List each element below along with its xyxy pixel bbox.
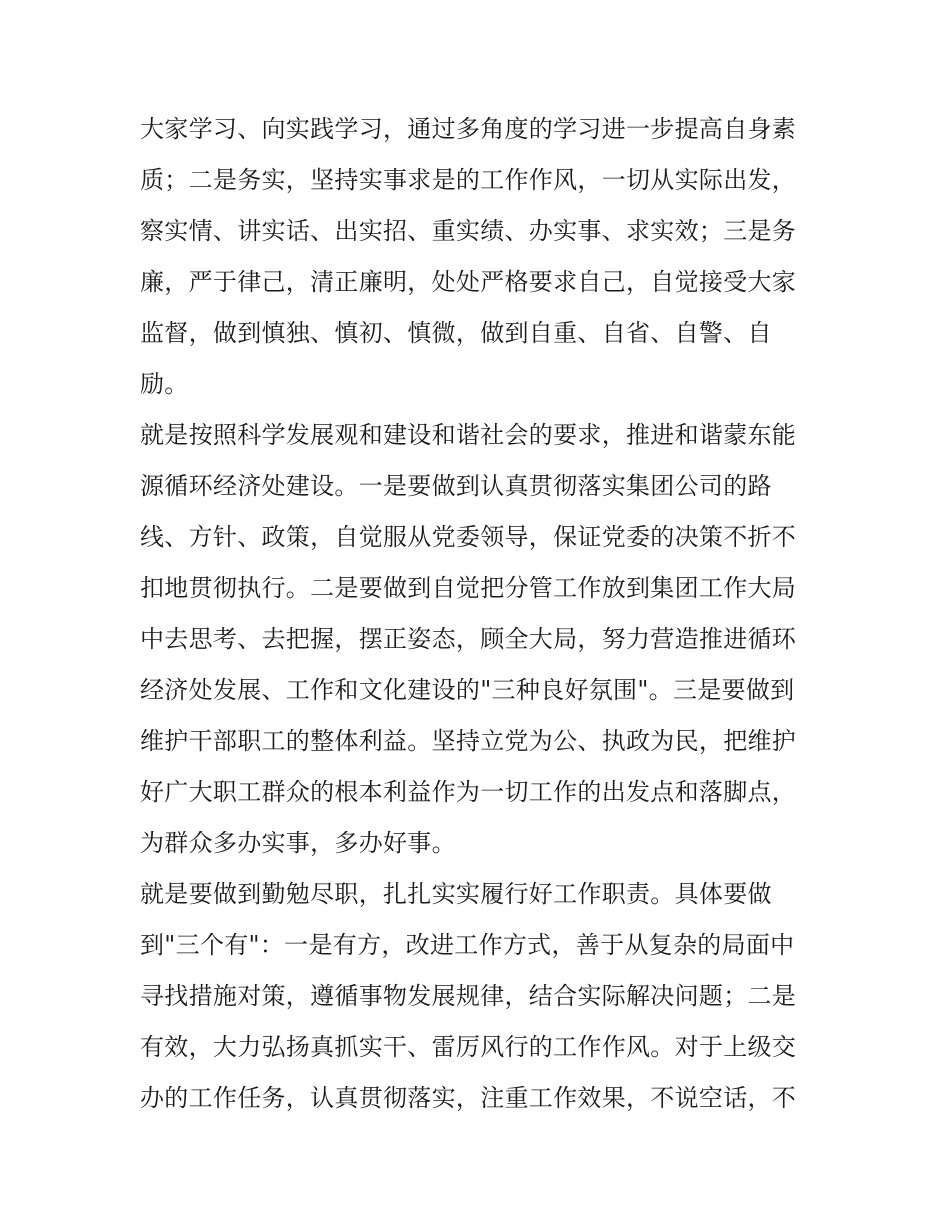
text-line: 维护干部职工的整体利益。坚持立党为公、执政为民，把维护 (140, 727, 797, 755)
text-line: 有效，大力弘扬真抓实干、雷厉风行的工作作风。对于上级交 (140, 1033, 797, 1061)
text-line: 扣地贯彻执行。二是要做到自觉把分管工作放到集团工作大局 (140, 574, 797, 602)
text-line: 线、方针、政策，自觉服从党委领导，保证党委的决策不折不 (140, 523, 797, 551)
text-line: 廉，严于律己，清正廉明，处处严格要求自己，自觉接受大家 (140, 268, 797, 296)
text-line: 监督，做到慎独、慎初、慎微，做到自重、自省、自警、自 (140, 319, 772, 347)
text-line: 大家学习、向实践学习，通过多角度的学习进一步提高自身素 (140, 115, 797, 143)
text-line: 源循环经济处建设。一是要做到认真贯彻落实集团公司的路 (140, 472, 772, 500)
text-line: 办的工作任务，认真贯彻落实，注重工作效果，不说空话，不 (140, 1084, 797, 1112)
text-line: 好广大职工群众的根本利益作为一切工作的出发点和落脚点， (140, 778, 797, 806)
text-line: 为群众多办实事，多办好事。 (140, 829, 456, 857)
text-line: 励。 (140, 370, 189, 398)
text-line: 到"三个有"：一是有方，改进工作方式，善于从复杂的局面中 (140, 931, 795, 959)
document-body (140, 104, 820, 1124)
text-line: 就是按照科学发展观和建设和谐社会的要求，推进和谐蒙东能 (140, 421, 797, 449)
text-line: 寻找措施对策，遵循事物发展规律，结合实际解决问题；二是 (140, 982, 797, 1010)
text-line: 中去思考、去把握，摆正姿态，顾全大局，努力营造推进循环 (140, 625, 797, 653)
text-line: 经济处发展、工作和文化建设的"三种良好氛围"。三是要做到 (140, 676, 795, 704)
text-line: 质；二是务实，坚持实事求是的工作作风，一切从实际出发， (140, 166, 797, 194)
text-line: 就是要做到勤勉尽职，扎扎实实履行好工作职责。具体要做 (140, 880, 772, 908)
text-line: 察实情、讲实话、出实招、重实绩、办实事、求实效；三是务 (140, 217, 797, 245)
